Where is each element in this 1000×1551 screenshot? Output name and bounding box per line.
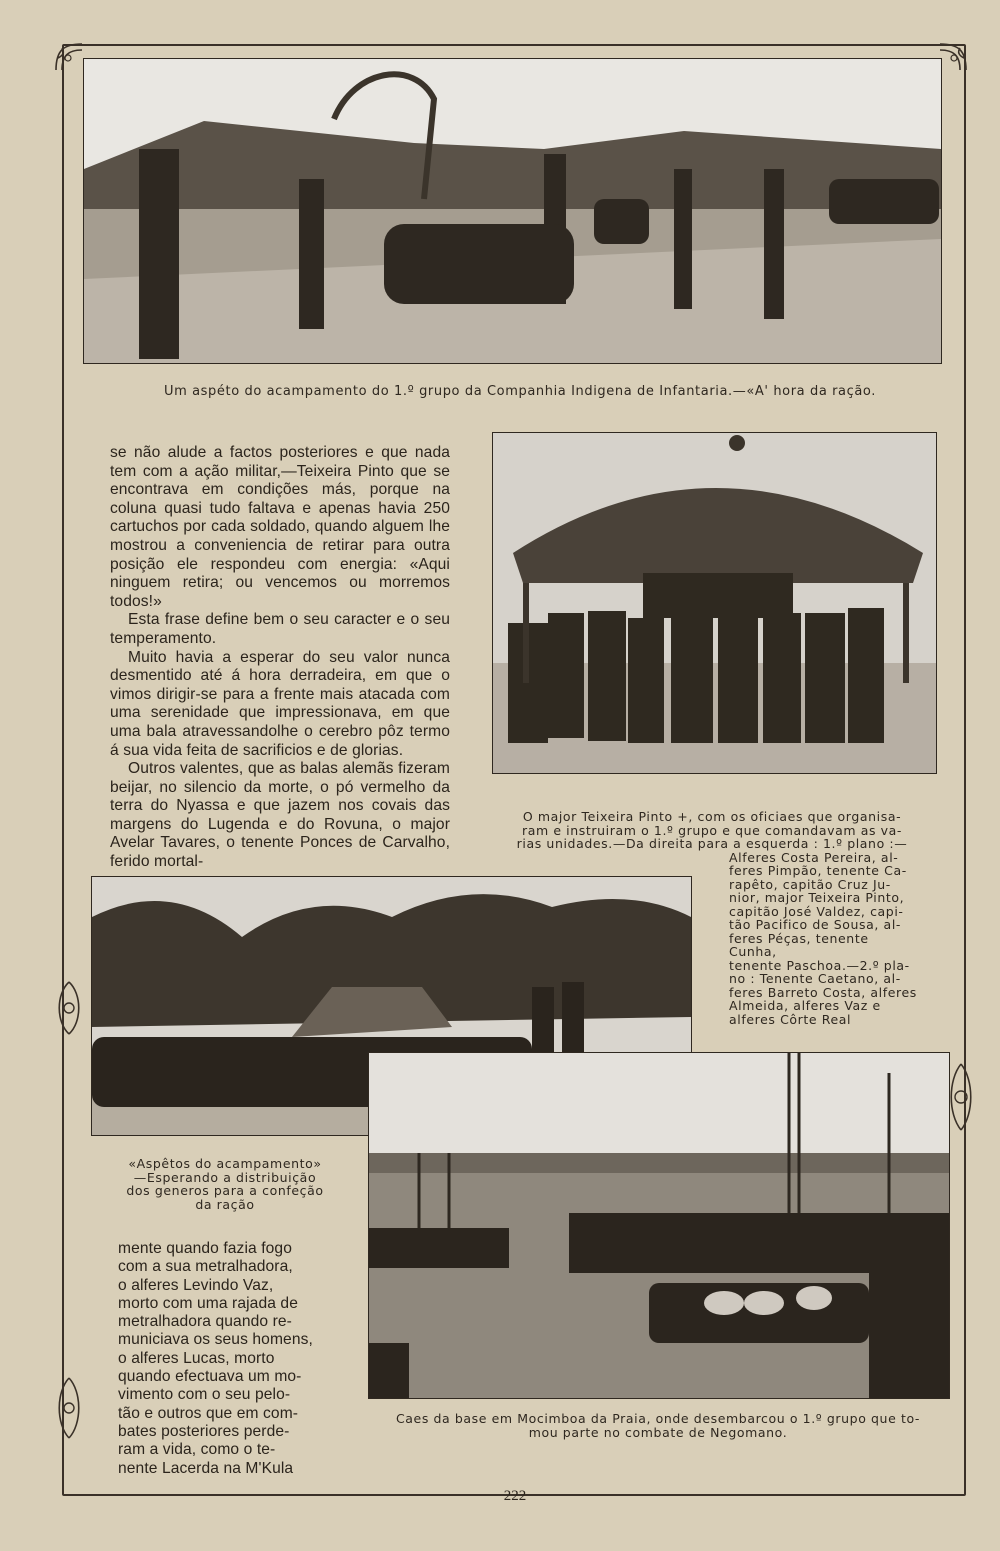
caption-line: O major Teixeira Pinto +, com os oficiaes que organisa- bbox=[522, 809, 902, 824]
photo-officers-group bbox=[492, 432, 937, 774]
caption-line: mou parte no combate de Negomano. bbox=[528, 1425, 788, 1440]
text-line: quando efectuava um mo- bbox=[118, 1368, 302, 1386]
caption-line: feres Pimpão, tenente Ca- bbox=[729, 863, 907, 878]
text-line: tão e outros que em com- bbox=[118, 1404, 299, 1422]
text-line: vimento com o seu pelo- bbox=[118, 1386, 291, 1404]
caption-line: nior, major Teixeira Pinto, bbox=[729, 890, 905, 905]
caption-line: capitão José Valdez, capi- bbox=[729, 903, 904, 919]
text-line: metralhadora quando re- bbox=[118, 1313, 292, 1331]
caption-line: alferes Côrte Real bbox=[729, 1011, 852, 1027]
article-text-column-2 bbox=[118, 1240, 323, 1478]
caption-photo1: Um aspéto do acampamento do 1.º grupo da Companhia Indigena de Infantaria.—«A' hora da ração. bbox=[164, 384, 876, 399]
page-number: 222 bbox=[503, 1488, 527, 1504]
caption-line: ram e instruiram o 1.º grupo e que comandavam as va- bbox=[521, 822, 903, 838]
caption-line: Caes da base em Mocimboa da Praia, onde desembarcou o 1.º grupo que to- bbox=[395, 1411, 921, 1426]
caption-line: —Esperando a distribuição bbox=[133, 1169, 317, 1185]
caption-line: no : Tenente Caetano, al- bbox=[729, 971, 901, 986]
caption-line: rapêto, capitão Cruz Ju- bbox=[729, 876, 891, 892]
side-ornament-icon bbox=[52, 1376, 86, 1440]
photo-camp-ration bbox=[83, 58, 942, 364]
text-line: municiava os seus homens, bbox=[118, 1331, 313, 1349]
side-ornament-icon bbox=[52, 980, 86, 1036]
text-line: morto com uma rajada de bbox=[118, 1294, 298, 1312]
paragraph: Muito havia a esperar do seu valor nunca desmentido até á hora derradeira, em que o vimos dirigir-se para a frente mais atacada com uma serenidade que impressionava, em que uma bala atravessandolhe o cerebro pôz termo á sua vida feita de sacrificios e de glorias. bbox=[110, 648, 450, 759]
article-text-column-1 bbox=[110, 444, 450, 872]
text-line: ram a vida, como o te- bbox=[118, 1441, 276, 1459]
corner-ornament-icon bbox=[52, 40, 86, 74]
photo-mocimboa-port bbox=[368, 1052, 950, 1399]
paragraph: Esta frase define bem o seu caracter e o seu temperamento. bbox=[110, 611, 450, 647]
caption-line: Almeida, alferes Vaz e bbox=[729, 998, 881, 1013]
caption-line: da ração bbox=[195, 1196, 255, 1212]
caption-line: tenente Paschoa.—2.º pla- bbox=[729, 957, 910, 973]
caption-photo3 bbox=[105, 1157, 345, 1211]
caption-line: feres Péças, tenente Cunha, bbox=[729, 930, 869, 959]
caption-photo4 bbox=[368, 1412, 948, 1440]
paragraph: Outros valentes, que as balas alemãs fizeram beijar, no silencio da morte, o pó vermelho da terra do Nyassa e que jazem nos covais das margens do Lugenda e do Rovuna, o major Avelar Tavares, o tenente Ponces de Carvalho, ferido mortal- bbox=[110, 760, 450, 871]
caption-line: Alferes Costa Pereira, al- bbox=[729, 849, 899, 865]
text-line: o alferes Levindo Vaz, bbox=[118, 1276, 274, 1294]
caption-line: tão Pacifico de Sousa, al- bbox=[729, 917, 901, 932]
caption-line: feres Barreto Costa, alferes bbox=[729, 984, 917, 1000]
caption-line: «Aspêtos do acampamento» bbox=[128, 1156, 322, 1171]
text-line: mente quando fazia fogo bbox=[118, 1240, 292, 1257]
caption-line: dos generos para a confeção bbox=[126, 1183, 324, 1198]
text-line: o alferes Lucas, morto bbox=[118, 1349, 275, 1367]
paragraph: se não alude a factos posteriores e que nada tem com a ação militar,—Teixeira Pinto que se encontrava em condições más, porque na coluna quasi tudo faltava e apenas havia 250 cartuchos por cada soldado, quando alguem lhe mostrou a conveniencia de retirar para outra posição ele respondeu com energia: «Aqui ninguem retira; ou vencemos ou morremos todos!» bbox=[110, 444, 450, 610]
text-line: com a sua metralhadora, bbox=[118, 1258, 293, 1276]
text-line: nente Lacerda na M'Kula bbox=[118, 1459, 294, 1477]
text-line: bates posteriores perde- bbox=[118, 1422, 290, 1440]
caption-line: rias unidades.—Da direita para a esquerda : 1.º plano :— bbox=[516, 836, 908, 851]
